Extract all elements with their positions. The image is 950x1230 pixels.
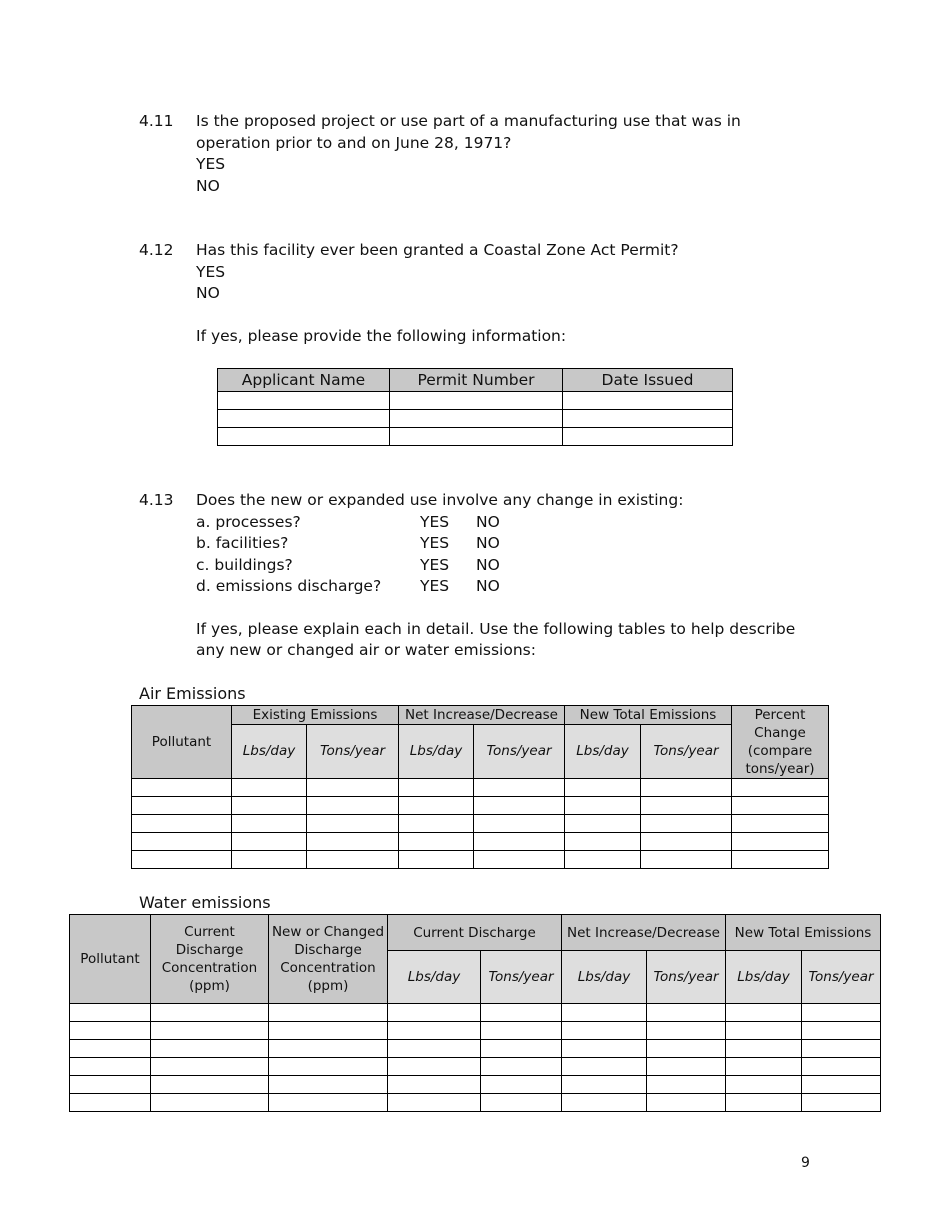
permit-number-cell[interactable] bbox=[390, 392, 563, 410]
applicant-name-cell[interactable] bbox=[218, 428, 390, 446]
header-current-discharge: Current Discharge bbox=[388, 915, 562, 951]
permit-number-cell[interactable] bbox=[390, 428, 563, 446]
header-lbs-day: Lbs/day bbox=[232, 724, 307, 779]
page-number: 9 bbox=[801, 1155, 810, 1171]
permit-table bbox=[217, 368, 733, 446]
table-cell[interactable] bbox=[802, 1094, 881, 1112]
header-lbs-day: Lbs/day bbox=[399, 724, 474, 779]
table-cell[interactable] bbox=[132, 851, 232, 869]
table-cell[interactable] bbox=[307, 779, 399, 797]
table-cell[interactable] bbox=[151, 1076, 269, 1094]
question-number: 4.11 bbox=[139, 112, 174, 130]
table-cell[interactable] bbox=[388, 1004, 481, 1022]
table-row bbox=[70, 1076, 881, 1094]
yes-option[interactable]: YES bbox=[196, 155, 226, 173]
table-cell[interactable] bbox=[151, 1004, 269, 1022]
table-cell[interactable] bbox=[307, 851, 399, 869]
yes-option[interactable]: YES bbox=[420, 534, 450, 552]
table-cell[interactable] bbox=[641, 833, 732, 851]
table-cell[interactable] bbox=[474, 779, 565, 797]
table-cell[interactable] bbox=[732, 797, 829, 815]
applicant-name-cell[interactable] bbox=[218, 410, 390, 428]
table-cell[interactable] bbox=[726, 1058, 802, 1076]
no-option[interactable]: NO bbox=[476, 534, 500, 552]
table-cell[interactable] bbox=[70, 1094, 151, 1112]
table-cell[interactable] bbox=[70, 1040, 151, 1058]
question-4-11 bbox=[139, 111, 819, 197]
no-option[interactable]: NO bbox=[196, 284, 220, 302]
table-cell[interactable] bbox=[647, 1094, 726, 1112]
header-current-concentration: Current Discharge Concentration (ppm) bbox=[151, 915, 269, 1004]
date-issued-cell[interactable] bbox=[563, 392, 733, 410]
yes-option[interactable]: YES bbox=[420, 555, 450, 574]
table-cell[interactable] bbox=[562, 1094, 647, 1112]
table-cell[interactable] bbox=[481, 1094, 562, 1112]
table-cell[interactable] bbox=[70, 1022, 151, 1040]
table-row bbox=[218, 410, 733, 428]
yes-option[interactable]: YES bbox=[420, 577, 450, 595]
table-cell[interactable] bbox=[647, 1022, 726, 1040]
water-emissions-table bbox=[69, 914, 881, 1112]
question-text: Is the proposed project or use part of a manufacturing use that was in operation prior to and on June 28, 1971? bbox=[196, 112, 741, 152]
table-cell[interactable] bbox=[481, 1076, 562, 1094]
table-cell[interactable] bbox=[151, 1022, 269, 1040]
table-cell[interactable] bbox=[481, 1058, 562, 1076]
table-cell[interactable] bbox=[269, 1004, 388, 1022]
table-cell[interactable] bbox=[562, 1004, 647, 1022]
table-cell[interactable] bbox=[565, 833, 641, 851]
item-label: c. buildings? bbox=[196, 555, 293, 574]
table-row bbox=[70, 1058, 881, 1076]
date-issued-cell[interactable] bbox=[563, 428, 733, 446]
item-processes bbox=[196, 512, 819, 534]
table-cell[interactable] bbox=[481, 1040, 562, 1058]
table-row bbox=[70, 1094, 881, 1112]
table-cell[interactable] bbox=[565, 851, 641, 869]
header-new-total-emissions: New Total Emissions bbox=[726, 915, 881, 951]
table-cell[interactable] bbox=[802, 1058, 881, 1076]
header-net-increase-decrease: Net Increase/Decrease bbox=[562, 915, 726, 951]
table-cell[interactable] bbox=[132, 833, 232, 851]
header-tons-year: Tons/year bbox=[307, 724, 399, 779]
item-label: d. emissions discharge? bbox=[196, 577, 382, 595]
header-permit-number: Permit Number bbox=[390, 369, 563, 392]
question-text: Has this facility ever been granted a Coastal Zone Act Permit? bbox=[196, 241, 679, 259]
air-emissions-table bbox=[131, 705, 829, 869]
table-cell[interactable] bbox=[732, 779, 829, 797]
header-tons-year: Tons/year bbox=[474, 724, 565, 779]
table-cell[interactable] bbox=[388, 1022, 481, 1040]
question-text: Does the new or expanded use involve any change in existing: bbox=[196, 491, 684, 509]
table-cell[interactable] bbox=[726, 1094, 802, 1112]
table-row bbox=[132, 815, 829, 833]
table-cell[interactable] bbox=[641, 779, 732, 797]
no-option[interactable]: NO bbox=[476, 577, 500, 595]
table-row bbox=[218, 428, 733, 446]
table-cell[interactable] bbox=[565, 797, 641, 815]
table-cell[interactable] bbox=[307, 815, 399, 833]
item-emissions-discharge bbox=[196, 576, 819, 598]
no-option[interactable]: NO bbox=[196, 176, 220, 195]
table-cell[interactable] bbox=[474, 833, 565, 851]
header-applicant-name: Applicant Name bbox=[218, 369, 390, 392]
table-cell[interactable] bbox=[726, 1040, 802, 1058]
table-cell[interactable] bbox=[132, 797, 232, 815]
table-row bbox=[132, 851, 829, 869]
table-cell[interactable] bbox=[732, 815, 829, 833]
table-cell[interactable] bbox=[388, 1076, 481, 1094]
question-number: 4.12 bbox=[139, 241, 174, 259]
item-label: a. processes? bbox=[196, 512, 301, 531]
table-cell[interactable] bbox=[307, 797, 399, 815]
table-cell[interactable] bbox=[481, 1022, 562, 1040]
header-new-total-emissions: New Total Emissions bbox=[565, 706, 732, 725]
question-4-13 bbox=[139, 490, 819, 662]
table-row bbox=[70, 1004, 881, 1022]
table-cell[interactable] bbox=[562, 1076, 647, 1094]
table-cell[interactable] bbox=[647, 1076, 726, 1094]
header-percent-change: Percent Change (compare tons/year) bbox=[732, 706, 829, 779]
table-cell[interactable] bbox=[70, 1076, 151, 1094]
table-row bbox=[132, 779, 829, 797]
table-cell[interactable] bbox=[562, 1022, 647, 1040]
header-tons-year: Tons/year bbox=[647, 951, 726, 1004]
table-cell[interactable] bbox=[232, 815, 307, 833]
table-cell[interactable] bbox=[388, 1040, 481, 1058]
table-cell[interactable] bbox=[388, 1058, 481, 1076]
yes-option[interactable]: YES bbox=[196, 262, 226, 281]
date-issued-cell[interactable] bbox=[563, 410, 733, 428]
air-emissions-caption: Air Emissions bbox=[139, 684, 246, 703]
table-cell[interactable] bbox=[726, 1076, 802, 1094]
table-cell[interactable] bbox=[269, 1076, 388, 1094]
header-tons-year: Tons/year bbox=[641, 724, 732, 779]
table-cell[interactable] bbox=[802, 1022, 881, 1040]
table-cell[interactable] bbox=[474, 815, 565, 833]
no-option[interactable]: NO bbox=[476, 555, 500, 574]
table-cell[interactable] bbox=[641, 851, 732, 869]
table-cell[interactable] bbox=[70, 1058, 151, 1076]
header-lbs-day: Lbs/day bbox=[562, 951, 647, 1004]
table-row bbox=[70, 1022, 881, 1040]
followup-text: If yes, please explain each in detail. Use the following tables to help describe any new or changed air or water emissions: bbox=[196, 619, 796, 659]
table-cell[interactable] bbox=[269, 1094, 388, 1112]
table-cell[interactable] bbox=[232, 779, 307, 797]
header-new-concentration: New or Changed Discharge Concentration (ppm) bbox=[269, 915, 388, 1004]
table-cell[interactable] bbox=[732, 833, 829, 851]
table-cell[interactable] bbox=[802, 1040, 881, 1058]
table-cell[interactable] bbox=[732, 851, 829, 869]
table-cell[interactable] bbox=[726, 1022, 802, 1040]
table-cell[interactable] bbox=[474, 797, 565, 815]
table-cell[interactable] bbox=[562, 1040, 647, 1058]
header-lbs-day: Lbs/day bbox=[388, 951, 481, 1004]
table-cell[interactable] bbox=[232, 851, 307, 869]
table-cell[interactable] bbox=[641, 815, 732, 833]
question-4-12 bbox=[139, 240, 819, 347]
table-cell[interactable] bbox=[269, 1022, 388, 1040]
header-existing-emissions: Existing Emissions bbox=[232, 706, 399, 725]
header-pollutant: Pollutant bbox=[132, 706, 232, 779]
header-pollutant: Pollutant bbox=[70, 915, 151, 1004]
header-net-increase-decrease: Net Increase/Decrease bbox=[399, 706, 565, 725]
table-cell[interactable] bbox=[399, 815, 474, 833]
table-cell[interactable] bbox=[565, 815, 641, 833]
table-cell[interactable] bbox=[232, 797, 307, 815]
applicant-name-cell[interactable] bbox=[218, 392, 390, 410]
table-row bbox=[70, 1040, 881, 1058]
table-cell[interactable] bbox=[132, 815, 232, 833]
table-cell[interactable] bbox=[399, 797, 474, 815]
table-cell[interactable] bbox=[151, 1094, 269, 1112]
table-cell[interactable] bbox=[802, 1076, 881, 1094]
item-label: b. facilities? bbox=[196, 534, 289, 552]
no-option[interactable]: NO bbox=[476, 512, 500, 531]
table-row bbox=[132, 797, 829, 815]
table-row bbox=[132, 833, 829, 851]
table-cell[interactable] bbox=[641, 797, 732, 815]
header-date-issued: Date Issued bbox=[563, 369, 733, 392]
question-number: 4.13 bbox=[139, 491, 174, 509]
permit-number-cell[interactable] bbox=[390, 410, 563, 428]
table-cell[interactable] bbox=[151, 1040, 269, 1058]
table-cell[interactable] bbox=[399, 851, 474, 869]
table-cell[interactable] bbox=[399, 833, 474, 851]
table-cell[interactable] bbox=[802, 1004, 881, 1022]
table-cell[interactable] bbox=[565, 779, 641, 797]
header-tons-year: Tons/year bbox=[802, 951, 881, 1004]
header-lbs-day: Lbs/day bbox=[565, 724, 641, 779]
table-cell[interactable] bbox=[647, 1040, 726, 1058]
header-tons-year: Tons/year bbox=[481, 951, 562, 1004]
item-facilities bbox=[196, 533, 819, 555]
item-buildings bbox=[196, 555, 819, 577]
table-cell[interactable] bbox=[647, 1004, 726, 1022]
table-cell[interactable] bbox=[562, 1058, 647, 1076]
header-lbs-day: Lbs/day bbox=[726, 951, 802, 1004]
table-row bbox=[218, 392, 733, 410]
table-cell[interactable] bbox=[232, 833, 307, 851]
water-emissions-caption: Water emissions bbox=[139, 893, 271, 912]
table-cell[interactable] bbox=[388, 1094, 481, 1112]
table-cell[interactable] bbox=[481, 1004, 562, 1022]
table-cell[interactable] bbox=[269, 1058, 388, 1076]
table-cell[interactable] bbox=[726, 1004, 802, 1022]
table-cell[interactable] bbox=[474, 851, 565, 869]
table-cell[interactable] bbox=[269, 1040, 388, 1058]
yes-option[interactable]: YES bbox=[420, 512, 450, 531]
table-cell[interactable] bbox=[132, 779, 232, 797]
table-cell[interactable] bbox=[399, 779, 474, 797]
table-cell[interactable] bbox=[151, 1058, 269, 1076]
table-cell[interactable] bbox=[307, 833, 399, 851]
table-cell[interactable] bbox=[647, 1058, 726, 1076]
followup-text: If yes, please provide the following information: bbox=[196, 326, 567, 345]
table-cell[interactable] bbox=[70, 1004, 151, 1022]
